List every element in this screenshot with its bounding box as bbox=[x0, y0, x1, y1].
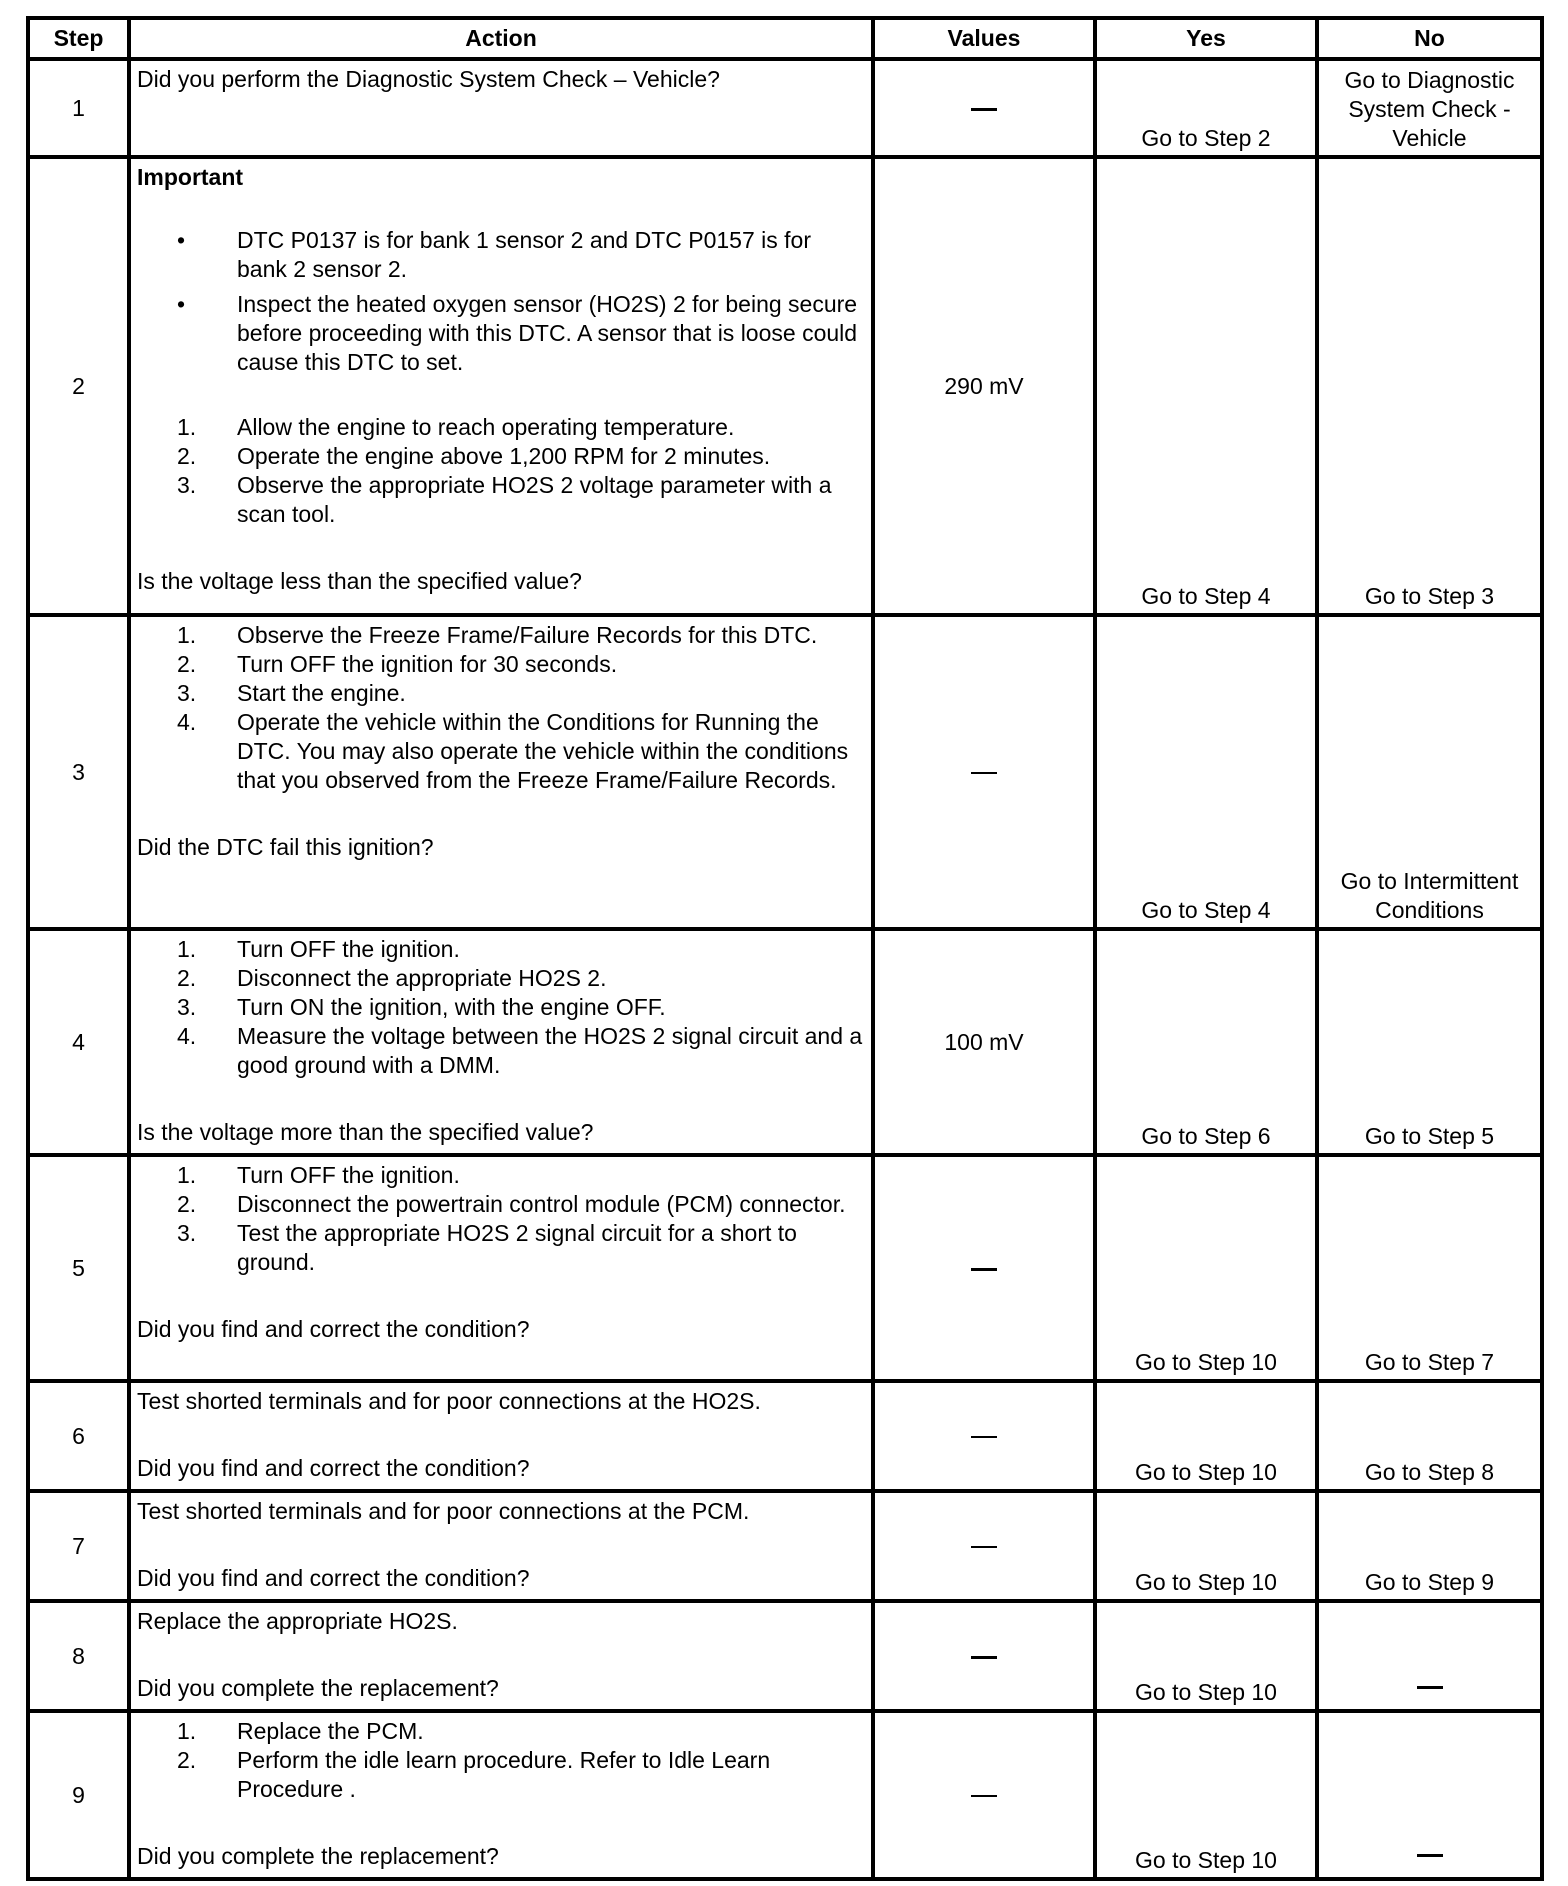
list-item: 2. Turn OFF the ignition for 30 seconds. bbox=[177, 651, 618, 677]
action-cell bbox=[129, 1601, 873, 1711]
header-row bbox=[28, 18, 1542, 59]
dash-mark bbox=[971, 1546, 997, 1548]
action-cell bbox=[129, 1381, 873, 1491]
yes-action[interactable]: Go to Step 6 bbox=[1095, 929, 1317, 1155]
yes-action[interactable]: Go to Step 2 bbox=[1095, 59, 1317, 157]
list-item: 3. Test the appropriate HO2S 2 signal circuit for a short to ground. bbox=[177, 1220, 797, 1275]
question-text: Did you complete the replacement? bbox=[137, 1843, 499, 1869]
header-action: Action bbox=[129, 18, 873, 59]
instruction-text: Replace the appropriate HO2S. bbox=[137, 1608, 458, 1634]
no-action[interactable]: Go to Step 5 bbox=[1317, 929, 1542, 1155]
list-item: 1. Turn OFF the ignition. bbox=[177, 936, 460, 962]
dash-mark bbox=[971, 1795, 997, 1797]
question-text: Did you find and correct the condition? bbox=[137, 1455, 530, 1481]
no-action[interactable]: Go to Intermittent Conditions bbox=[1317, 615, 1542, 929]
bullet-list bbox=[137, 226, 865, 377]
list-item: 3. Observe the appropriate HO2S 2 voltage parameter with a scan tool. bbox=[177, 472, 832, 527]
dash-mark bbox=[971, 108, 997, 111]
list-item: 4. Measure the voltage between the HO2S 2 signal circuit and a good ground with a DMM. bbox=[177, 1023, 863, 1078]
step-list bbox=[137, 621, 865, 795]
list-item: 1. Replace the PCM. bbox=[177, 1718, 424, 1744]
list-item: 1. Turn OFF the ignition. bbox=[177, 1162, 460, 1188]
step-row-6 bbox=[28, 1381, 1542, 1491]
dash-mark bbox=[1417, 1854, 1443, 1857]
yes-action[interactable]: Go to Step 10 bbox=[1095, 1381, 1317, 1491]
question-text: Did you find and correct the condition? bbox=[137, 1565, 530, 1591]
question-text: Did you perform the Diagnostic System Check – Vehicle? bbox=[137, 66, 720, 92]
action-cell bbox=[129, 615, 873, 929]
list-item: • Inspect the heated oxygen sensor (HO2S) 2 for being secure before proceeding with this DTC. A sensor that is loose could cause this DTC to set. bbox=[177, 291, 858, 375]
question-text: Did the DTC fail this ignition? bbox=[137, 834, 434, 860]
list-item: • DTC P0137 is for bank 1 sensor 2 and DTC P0157 is for bank 2 sensor 2. bbox=[177, 227, 812, 282]
step-row-8 bbox=[28, 1601, 1542, 1711]
diagnostic-table bbox=[26, 16, 1544, 1881]
action-cell bbox=[129, 1155, 873, 1381]
dash-mark bbox=[971, 772, 997, 774]
value-cell bbox=[873, 1381, 1095, 1491]
step-number: 5 bbox=[28, 1155, 129, 1381]
list-item: 2. Perform the idle learn procedure. Refer to Idle Learn Procedure . bbox=[177, 1747, 771, 1802]
value-cell bbox=[873, 1601, 1095, 1711]
step-row-3 bbox=[28, 615, 1542, 929]
question-text: Is the voltage less than the specified value? bbox=[137, 568, 582, 594]
list-item: 3. Start the engine. bbox=[177, 680, 406, 706]
yes-action[interactable]: Go to Step 10 bbox=[1095, 1711, 1317, 1879]
action-cell bbox=[129, 157, 873, 615]
step-number: 9 bbox=[28, 1711, 129, 1879]
yes-action[interactable]: Go to Step 10 bbox=[1095, 1601, 1317, 1711]
step-row-2 bbox=[28, 157, 1542, 615]
step-row-9 bbox=[28, 1711, 1542, 1879]
instruction-text: Test shorted terminals and for poor connections at the PCM. bbox=[137, 1498, 750, 1524]
list-item: 2. Disconnect the appropriate HO2S 2. bbox=[177, 965, 607, 991]
step-number: 2 bbox=[28, 157, 129, 615]
step-list bbox=[137, 1717, 865, 1804]
instruction-text: Test shorted terminals and for poor connections at the HO2S. bbox=[137, 1388, 761, 1414]
yes-action[interactable]: Go to Step 10 bbox=[1095, 1155, 1317, 1381]
header-values: Values bbox=[873, 18, 1095, 59]
step-row-5 bbox=[28, 1155, 1542, 1381]
no-action[interactable]: Go to Step 7 bbox=[1317, 1155, 1542, 1381]
list-item: 3. Turn ON the ignition, with the engine OFF. bbox=[177, 994, 666, 1020]
dash-mark bbox=[971, 1268, 997, 1271]
header-yes: Yes bbox=[1095, 18, 1317, 59]
step-number: 4 bbox=[28, 929, 129, 1155]
action-cell bbox=[129, 1711, 873, 1879]
question-text: Did you complete the replacement? bbox=[137, 1675, 499, 1701]
action-cell bbox=[129, 1491, 873, 1601]
no-action[interactable]: Go to Step 9 bbox=[1317, 1491, 1542, 1601]
step-number: 7 bbox=[28, 1491, 129, 1601]
dash-mark bbox=[1417, 1686, 1443, 1689]
dash-mark bbox=[971, 1436, 997, 1438]
step-row-4 bbox=[28, 929, 1542, 1155]
step-row-1 bbox=[28, 59, 1542, 157]
step-row-7 bbox=[28, 1491, 1542, 1601]
step-number: 8 bbox=[28, 1601, 129, 1711]
header-no: No bbox=[1317, 18, 1542, 59]
yes-action[interactable]: Go to Step 4 bbox=[1095, 157, 1317, 615]
yes-action[interactable]: Go to Step 4 bbox=[1095, 615, 1317, 929]
step-number: 1 bbox=[28, 59, 129, 157]
no-action[interactable]: Go to Diagnostic System Check - Vehicle bbox=[1317, 59, 1542, 157]
yes-action[interactable]: Go to Step 10 bbox=[1095, 1491, 1317, 1601]
no-action[interactable]: Go to Step 8 bbox=[1317, 1381, 1542, 1491]
value-cell bbox=[873, 59, 1095, 157]
question-text: Did you find and correct the condition? bbox=[137, 1316, 530, 1342]
important-label: Important bbox=[137, 164, 244, 190]
value-cell: 290 mV bbox=[873, 157, 1095, 615]
no-action bbox=[1317, 1601, 1542, 1711]
value-cell bbox=[873, 1711, 1095, 1879]
no-action bbox=[1317, 1711, 1542, 1879]
value-cell bbox=[873, 1491, 1095, 1601]
action-cell bbox=[129, 59, 873, 157]
list-item: 2. Operate the engine above 1,200 RPM for 2 minutes. bbox=[177, 443, 771, 469]
step-list bbox=[137, 935, 865, 1080]
dash-mark bbox=[971, 1656, 997, 1659]
step-list bbox=[137, 1161, 865, 1277]
action-cell bbox=[129, 929, 873, 1155]
list-item: 1. Observe the Freeze Frame/Failure Records for this DTC. bbox=[177, 622, 818, 648]
list-item: 1. Allow the engine to reach operating temperature. bbox=[177, 414, 735, 440]
step-list bbox=[137, 413, 865, 529]
question-text: Is the voltage more than the specified value? bbox=[137, 1119, 594, 1145]
step-number: 6 bbox=[28, 1381, 129, 1491]
value-cell: 100 mV bbox=[873, 929, 1095, 1155]
value-cell bbox=[873, 615, 1095, 929]
list-item: 4. Operate the vehicle within the Conditions for Running the DTC. You may also operate the vehicle within the conditions that you observed from the Freeze Frame/Failure Records. bbox=[177, 709, 849, 793]
header-step: Step bbox=[28, 18, 129, 59]
no-action[interactable]: Go to Step 3 bbox=[1317, 157, 1542, 615]
list-item: 2. Disconnect the powertrain control module (PCM) connector. bbox=[177, 1191, 846, 1217]
step-number: 3 bbox=[28, 615, 129, 929]
value-cell bbox=[873, 1155, 1095, 1381]
